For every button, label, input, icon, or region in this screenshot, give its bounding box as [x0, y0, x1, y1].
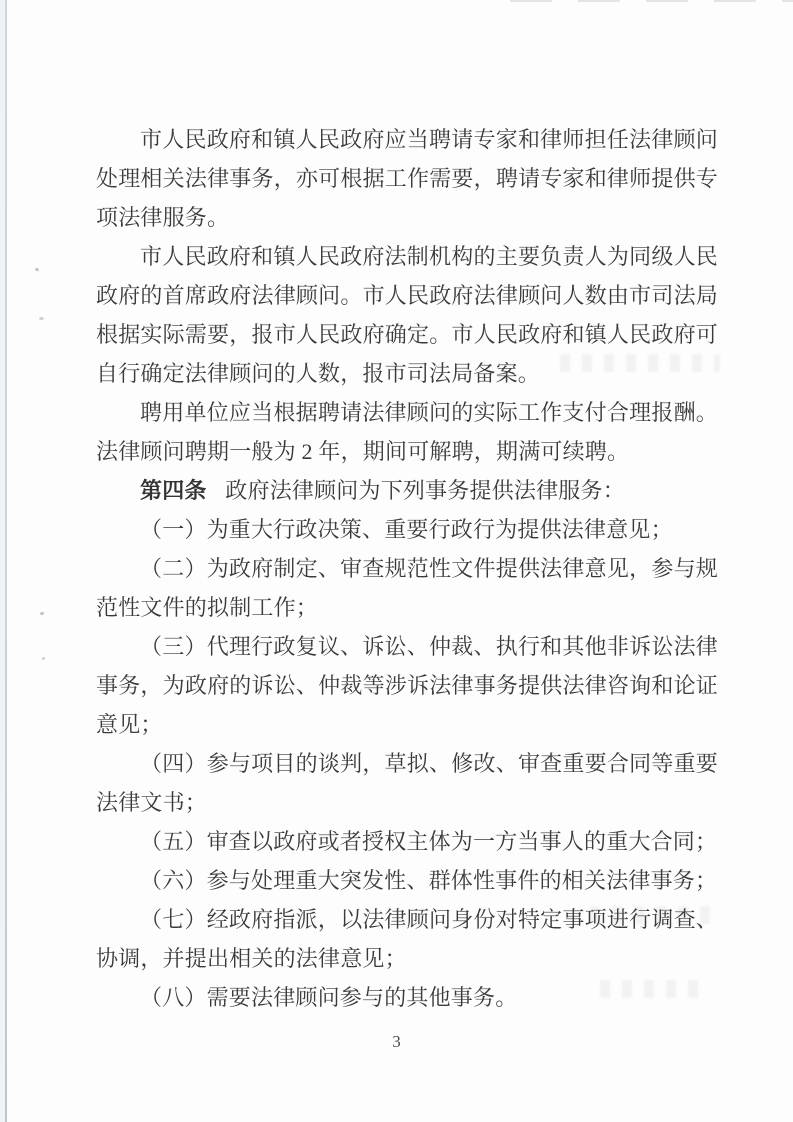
page-number: 3 [392, 1032, 401, 1051]
paragraph: （七）经政府指派，以法律顾问身份对特定事项进行调查、协调，并提出相关的法律意见； [96, 907, 718, 971]
scan-speckle [39, 317, 44, 320]
scan-speckle [35, 267, 40, 271]
paragraph: 市人民政府和镇人民政府法制机构的主要负责人为同级人民政府的首席政府法律顾问。市人民政府法律顾问人数由市司法局根据实际需要，报市人民政府确定。市人民政府和镇人民政府可自行确定法律顾问的人数，报市司法局备案。 [96, 244, 718, 386]
article-number: 第四条 [140, 478, 207, 503]
scan-speckle [40, 612, 45, 616]
scan-edge-line [5, 0, 7, 1122]
paragraph: （二）为政府制定、审查规范性文件提供法律意见，参与规范性文件的拟制工作； [96, 556, 718, 620]
paragraph: （八）需要法律顾问参与的其他事务。 [140, 985, 518, 1010]
scan-speckle [42, 657, 45, 660]
paragraph: （一）为重大行政决策、重要行政行为提供法律意见； [140, 517, 673, 542]
paragraph: 第四条 政府法律顾问为下列事务提供法律服务： [140, 478, 625, 503]
scan-top-edge-line [510, 0, 793, 2]
paragraph: （三）代理行政复议、诉讼、仲裁、执行和其他非诉讼法律事务，为政府的诉讼、仲裁等涉诉法律事务提供法律咨询和论证意见； [96, 634, 718, 737]
paragraph: （六）参与处理重大突发性、群体性事件的相关法律事务； [140, 868, 718, 893]
document-body [96, 120, 718, 1017]
paragraph: 聘用单位应当根据聘请法律顾问的实际工作支付合理报酬。法律顾问聘期一般为 2 年，期间可解聘，期满可续聘。 [96, 400, 718, 464]
paragraph: （四）参与项目的谈判，草拟、修改、审查重要合同等重要法律文书； [96, 751, 718, 815]
paragraph: （五）审查以政府或者授权主体为一方当事人的重大合同； [140, 829, 718, 854]
paragraph: 市人民政府和镇人民政府应当聘请专家和律师担任法律顾问处理相关法律事务，亦可根据工作需要，聘请专家和律师提供专项法律服务。 [96, 127, 718, 230]
